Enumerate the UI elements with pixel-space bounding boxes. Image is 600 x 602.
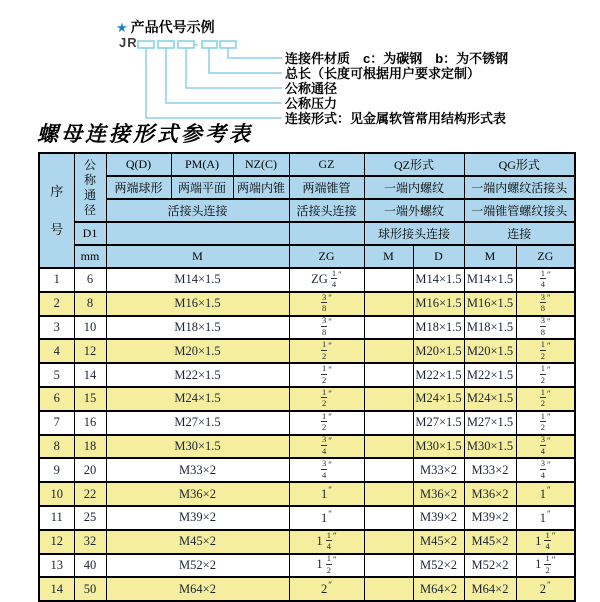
- code-prefix: JR: [119, 35, 138, 50]
- cell-seq-no: 8: [39, 435, 74, 459]
- code-digit-boxes: [138, 41, 236, 48]
- cell-qz-d: M16×1.5: [413, 292, 464, 316]
- table-row: [39, 482, 575, 506]
- header-union-connection-gz: 活接头连接: [289, 199, 364, 222]
- diagram-heading: [116, 17, 215, 37]
- header-desc-qg: 一端内螺纹活接头: [464, 176, 575, 199]
- table-row: [39, 387, 575, 411]
- table-title: 螺母连接形式参考表: [37, 121, 253, 146]
- cell-qz-m: [364, 554, 413, 578]
- cell-qg-m: M33×2: [464, 458, 516, 482]
- cell-seq-no: 4: [39, 339, 74, 363]
- cell-qz-m: [364, 482, 413, 506]
- table-row: [39, 554, 575, 578]
- cell-qg-m: M16×1.5: [464, 292, 516, 316]
- header-thread-m-qg: M: [464, 245, 516, 268]
- cell-qz-m: [364, 292, 413, 316]
- cell-m-thread: M39×2: [106, 506, 289, 530]
- cell-gz-zg: 1 $\frac{1}{2}$ ″: [289, 554, 364, 578]
- cell-seq-no: 13: [39, 554, 74, 578]
- cell-qg-zg: $\frac{3}{8}$ ″: [516, 292, 575, 316]
- cell-qz-m: [364, 458, 413, 482]
- cell-m-thread: M18×1.5: [106, 316, 289, 340]
- cell-seq-no: 11: [39, 506, 74, 530]
- table-row: [39, 411, 575, 435]
- cell-gz-zg: 1 $\frac{1}{4}$ ″: [289, 530, 364, 554]
- cell-qz-m: [364, 316, 413, 340]
- cell-m-thread: M33×2: [106, 458, 289, 482]
- cell-qz-d: M14×1.5: [413, 268, 464, 292]
- cell-qz-d: M22×1.5: [413, 363, 464, 387]
- table-row: [39, 506, 575, 530]
- cell-seq-no: 12: [39, 530, 74, 554]
- cell-qg-m: M52×2: [464, 554, 516, 578]
- cell-qg-m: M22×1.5: [464, 363, 516, 387]
- cell-seq-no: 10: [39, 482, 74, 506]
- table-row: [39, 577, 575, 601]
- cell-gz-zg: $\frac{3}{8}$ ″: [289, 316, 364, 340]
- cell-qg-zg: 1 $\frac{1}{4}$ ″: [516, 530, 575, 554]
- table-row: [39, 435, 575, 459]
- cell-m-thread: M52×2: [106, 554, 289, 578]
- cell-dn-mm: 16: [74, 411, 106, 435]
- cell-gz-zg: $\frac{3}{8}$ ″: [289, 292, 364, 316]
- cell-qg-zg: 1″: [516, 482, 575, 506]
- cell-gz-zg: $\frac{1}{2}$ ″: [289, 363, 364, 387]
- cell-qz-m: [364, 530, 413, 554]
- header-unit-mm: mm: [74, 245, 106, 268]
- cell-qz-m: [364, 435, 413, 459]
- table-row: [39, 458, 575, 482]
- product-code-label-material: 连接件材质 c：为碳钢 b：为不锈钢: [285, 51, 509, 66]
- cell-dn-mm: 25: [74, 506, 106, 530]
- cell-seq-no: 14: [39, 577, 74, 601]
- cell-qz-d: M30×1.5: [413, 435, 464, 459]
- cell-m-thread: M36×2: [106, 482, 289, 506]
- cell-gz-zg: $\frac{3}{4}$ ″: [289, 435, 364, 459]
- table-row: [39, 363, 575, 387]
- cell-qg-m: M14×1.5: [464, 268, 516, 292]
- cell-qz-d: M39×2: [413, 506, 464, 530]
- cell-dn-mm: 40: [74, 554, 106, 578]
- header-thread-m-qz: M: [364, 245, 413, 268]
- cell-qg-zg: $\frac{1}{2}$ ″: [516, 363, 575, 387]
- cell-qg-zg: $\frac{1}{2}$ ″: [516, 411, 575, 435]
- header-form-pm: PM(A): [171, 153, 233, 176]
- cell-m-thread: M14×1.5: [106, 268, 289, 292]
- header-form-qz: QZ形式: [364, 153, 464, 176]
- cell-seq-no: 5: [39, 363, 74, 387]
- cell-qg-m: M45×2: [464, 530, 516, 554]
- header-seq-no-text: 序号: [50, 183, 64, 237]
- cell-qg-zg: 1 $\frac{1}{2}$ ″: [516, 554, 575, 578]
- nut-connection-reference-table: [38, 152, 576, 602]
- cell-m-thread: M20×1.5: [106, 339, 289, 363]
- cell-dn-mm: 15: [74, 387, 106, 411]
- cell-dn-mm: 20: [74, 458, 106, 482]
- header-seq-no: [39, 153, 74, 268]
- cell-m-thread: M16×1.5: [106, 292, 289, 316]
- cell-qg-m: M24×1.5: [464, 387, 516, 411]
- star-icon: ★: [116, 20, 128, 35]
- cell-qz-m: [364, 577, 413, 601]
- cell-seq-no: 7: [39, 411, 74, 435]
- code-separator: -: [194, 36, 199, 51]
- header-ball-joint-connection: 球形接头连接: [364, 222, 464, 245]
- header-nominal-diameter-text: 公称通径: [84, 157, 97, 217]
- table-body: [39, 268, 575, 601]
- cell-gz-zg: 1″: [289, 482, 364, 506]
- table-row: [39, 530, 575, 554]
- cell-qg-zg: $\frac{3}{4}$ ″: [516, 458, 575, 482]
- cell-gz-zg: $\frac{3}{4}$ ″: [289, 458, 364, 482]
- cell-dn-mm: 22: [74, 482, 106, 506]
- cell-gz-zg: $\frac{1}{2}$ ″: [289, 387, 364, 411]
- cell-m-thread: M45×2: [106, 530, 289, 554]
- cell-qg-m: M27×1.5: [464, 411, 516, 435]
- cell-qg-m: M18×1.5: [464, 316, 516, 340]
- product-code-label-diameter: 公称通径: [285, 81, 338, 96]
- cell-qg-m: M30×1.5: [464, 435, 516, 459]
- cell-qg-zg: $\frac{1}{2}$ ″: [516, 387, 575, 411]
- cell-qz-m: [364, 387, 413, 411]
- leader-lines: [146, 48, 282, 118]
- cell-qz-d: M45×2: [413, 530, 464, 554]
- code-box-1: [138, 41, 154, 48]
- header-union-connection: 活接头连接: [106, 199, 289, 222]
- cell-seq-no: 9: [39, 458, 74, 482]
- cell-qg-zg: $\frac{1}{2}$ ″: [516, 339, 575, 363]
- cell-dn-mm: 32: [74, 530, 106, 554]
- header-thread-m: M: [106, 245, 289, 268]
- cell-qg-zg: 2″: [516, 577, 575, 601]
- cell-qz-m: [364, 506, 413, 530]
- cell-qg-m: M64×2: [464, 577, 516, 601]
- cell-dn-mm: 14: [74, 363, 106, 387]
- cell-m-thread: M22×1.5: [106, 363, 289, 387]
- cell-qg-zg: $\frac{3}{4}$ ″: [516, 435, 575, 459]
- header-form-qg: QG形式: [464, 153, 575, 176]
- cell-m-thread: M27×1.5: [106, 411, 289, 435]
- code-box-3: [178, 41, 194, 48]
- header-form-gz: GZ: [289, 153, 364, 176]
- header-external-thread-qz: 一端外螺纹: [364, 199, 464, 222]
- cell-gz-zg: 1″: [289, 506, 364, 530]
- cell-m-thread: M30×1.5: [106, 435, 289, 459]
- table-header: [39, 153, 575, 268]
- header-d1: D1: [74, 222, 106, 245]
- header-empty-left: [106, 222, 289, 245]
- cell-gz-zg: $\frac{1}{2}$ ″: [289, 411, 364, 435]
- header-form-q: Q(D): [106, 153, 171, 176]
- cell-seq-no: 2: [39, 292, 74, 316]
- cell-qg-m: M36×2: [464, 482, 516, 506]
- table-row: [39, 339, 575, 363]
- header-connection: 连接: [464, 222, 575, 245]
- product-code-label-connection-form: 连接形式：见金属软管常用结构形式表: [285, 111, 507, 126]
- code-box-5: [220, 41, 236, 48]
- cell-m-thread: M24×1.5: [106, 387, 289, 411]
- cell-qz-m: [364, 411, 413, 435]
- table-row: [39, 268, 575, 292]
- header-desc-qz: 一端内螺纹: [364, 176, 464, 199]
- cell-seq-no: 6: [39, 387, 74, 411]
- code-box-4: [202, 41, 217, 48]
- header-thread-zg-gz: ZG: [289, 245, 364, 268]
- cell-qz-d: M36×2: [413, 482, 464, 506]
- cell-gz-zg: $\frac{1}{2}$ ″: [289, 339, 364, 363]
- product-code-label-pressure: 公称压力: [285, 96, 338, 111]
- cell-qg-zg: $\frac{3}{8}$ ″: [516, 316, 575, 340]
- cell-dn-mm: 8: [74, 292, 106, 316]
- table-row: [39, 292, 575, 316]
- cell-qz-d: M27×1.5: [413, 411, 464, 435]
- header-empty-gz: [289, 222, 364, 245]
- code-box-2: [158, 41, 174, 48]
- cell-qz-m: [364, 363, 413, 387]
- cell-dn-mm: 18: [74, 435, 106, 459]
- cell-dn-mm: 12: [74, 339, 106, 363]
- cell-gz-zg: ZG $\frac{1}{4}$ ″: [289, 268, 364, 292]
- header-thread-zg-qg: ZG: [516, 245, 575, 268]
- cell-qz-d: M20×1.5: [413, 339, 464, 363]
- cell-qz-d: M33×2: [413, 458, 464, 482]
- cell-gz-zg: 2″: [289, 577, 364, 601]
- cell-qg-m: M39×2: [464, 506, 516, 530]
- header-thread-d-qz: D: [413, 245, 464, 268]
- header-form-nz: NZ(C): [233, 153, 289, 176]
- header-desc-gz: 两端锥管: [289, 176, 364, 199]
- cell-qz-d: M64×2: [413, 577, 464, 601]
- cell-seq-no: 1: [39, 268, 74, 292]
- cell-qg-m: M20×1.5: [464, 339, 516, 363]
- cell-qz-d: M52×2: [413, 554, 464, 578]
- cell-qz-m: [364, 268, 413, 292]
- cell-seq-no: 3: [39, 316, 74, 340]
- cell-dn-mm: 10: [74, 316, 106, 340]
- cell-qz-d: M24×1.5: [413, 387, 464, 411]
- header-desc-q: 两端球形: [106, 176, 171, 199]
- table-row: [39, 316, 575, 340]
- cell-qg-zg: $\frac{1}{4}$ ″: [516, 268, 575, 292]
- cell-dn-mm: 6: [74, 268, 106, 292]
- product-code-label-length: 总长（长度可根据用户要求定制）: [285, 66, 481, 81]
- header-desc-pm: 两端平面: [171, 176, 233, 199]
- cell-dn-mm: 50: [74, 577, 106, 601]
- cell-qz-d: M18×1.5: [413, 316, 464, 340]
- header-nominal-diameter: [74, 153, 106, 222]
- cell-qz-m: [364, 339, 413, 363]
- header-desc-nz: 两端内锥: [233, 176, 289, 199]
- cell-qg-zg: 1″: [516, 506, 575, 530]
- header-taper-thread-qg: 一端锥管螺纹接头: [464, 199, 575, 222]
- cell-m-thread: M64×2: [106, 577, 289, 601]
- diagram-heading-text: 产品代号示例: [130, 19, 215, 35]
